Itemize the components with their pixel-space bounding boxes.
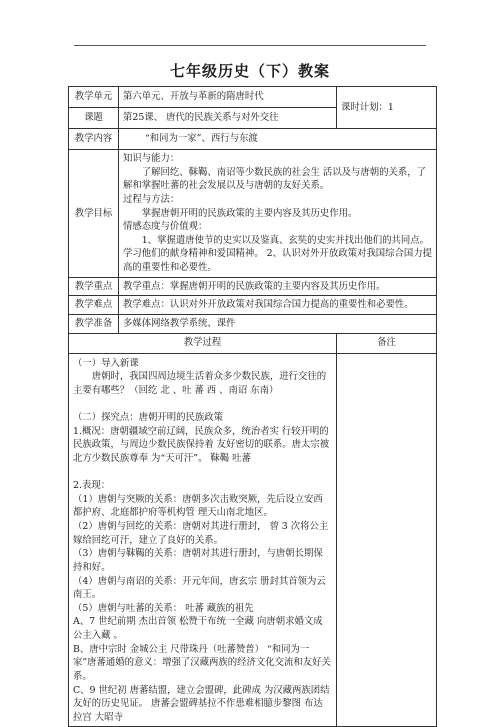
lesson-plan-table (68, 86, 437, 727)
process-line: （二）探究点：唐朝开明的民族政策 (73, 412, 224, 423)
process-line (73, 397, 332, 411)
notes-header: 备注 (337, 333, 437, 353)
process-line: A、7 世纪前期 杰出首领 松赞干布统一全藏 向唐朝求婚文成公主入藏 。 (73, 616, 323, 641)
difficulties-label: 教学难点 (69, 296, 119, 315)
row-unit (69, 87, 437, 108)
row-process-body (69, 353, 437, 727)
process-line: （3）唐朝与靺鞨的关系：唐朝对其进行册封，与唐朝长期保持和好。 (73, 548, 323, 573)
content-value: “和同为一家”、西行与东渡 (119, 129, 437, 150)
content-label: 教学内容 (69, 129, 119, 150)
process-line: 2.表现： (73, 480, 111, 492)
page-title: 七年级历史（下）教案 (169, 62, 330, 80)
process-line: （一）导入新课 (73, 357, 139, 369)
lesson-value: 第25课、 唐代的民族关系与对外交往 (119, 108, 337, 129)
process-line: （5）唐朝与吐蕃的关系： 吐蕃 藏族的祖先 (73, 602, 254, 614)
lesson-label: 课题 (69, 108, 119, 129)
unit-label: 教学单元 (69, 87, 119, 108)
goals-body (119, 150, 437, 278)
prep-value: 多媒体网络教学系统、课件 (119, 314, 437, 333)
row-process-header (69, 333, 437, 353)
goals-line: 情感态度与价值观： (123, 221, 208, 233)
prep-label: 教学准备 (69, 314, 119, 333)
process-line: B、唐中宗时 金城公主 尺带珠丹（吐蕃赞普） “和同为一家”唐蕃通婚的意义：增强了汉藏两族的经济文化交流和友好关系。 (73, 643, 331, 682)
process-line: 唐朝时，我国四周边境生活着众多少数民族，进行交往的主要有哪些？（回纥 北 、吐 蕃 西 、南诏 东南） (73, 371, 327, 396)
difficulties-value: 教学难点：认识对外开放政策对我国综合国力提高的重要性和必要性。 (119, 296, 437, 315)
process-line: C、9 世纪初 唐蕃结盟，建立会盟碑，此碑成 为汉藏两族团结友好的历史见证。 唐蕃会盟碑基拉不作患难相臆步黎图 布达拉宫 大昭寺 (73, 684, 330, 723)
goals-line: 知识与能力： (123, 153, 180, 164)
goals-line: 掌握唐朝开明的民族政策的主要内容及其历史作用。 (141, 207, 358, 219)
goals-label: 教学目标 (69, 150, 119, 278)
process-line (73, 466, 332, 480)
unit-value: 第六单元、开放与革新的隋唐时代 (119, 87, 337, 108)
row-difficulties (69, 296, 437, 315)
goals-line: 了解回纥、靺鞨、南诏等少数民族的社会生 活以及与唐朝的关系，了解和掌握吐蕃的社会发展以及与唐朝的友好关系。 (123, 166, 427, 192)
period-cell: 课时计划：1 (337, 87, 437, 129)
process-header: 教学过程 (69, 333, 337, 353)
process-line: （2）唐朝与回纥的关系：唐朝对其进行册封， 曾 3 次将公主嫁给回纥可汗，建立了良好的关系。 (73, 521, 329, 546)
process-body (69, 353, 337, 727)
row-content (69, 129, 437, 150)
key-points-label: 教学重点 (69, 277, 119, 296)
process-line: 1.概况：唐朝疆域空前辽阔，民族众多，统治者实 行较开明的民族政策，与周边少数民族保持着 友好密切的联系。唐太宗被北方少数民族尊奉 为“天可汗”。 靺鞨 吐蕃 (73, 425, 330, 464)
notes-cell (337, 353, 437, 727)
key-points-value: 教学重点：掌握唐朝开明的民族政策的主要内容及其历史作用。 (119, 277, 437, 296)
process-line: （1）唐朝与突厥的关系：唐朝多次击败突厥，先后设立安西都护府、北庭都护府等机构管 理天山南北地区。 (73, 493, 323, 519)
goals-line: 过程与方法： (123, 193, 180, 205)
process-line: （4）唐朝与南诏的关系：开元年间，唐玄宗 册封其首领为云南王。 (73, 575, 326, 601)
header-rule (74, 45, 426, 46)
row-key-points (69, 277, 437, 296)
row-goals (69, 150, 437, 278)
goals-line: 1、掌握遣唐使节的史实以及鉴真、玄奘的史实并找出他们的共同点。学习他们的献身精神和爱国精神。 2、认识对外开放政策对我国综合国力提高的重要性和必要性。 (123, 234, 432, 273)
row-prep (69, 314, 437, 333)
